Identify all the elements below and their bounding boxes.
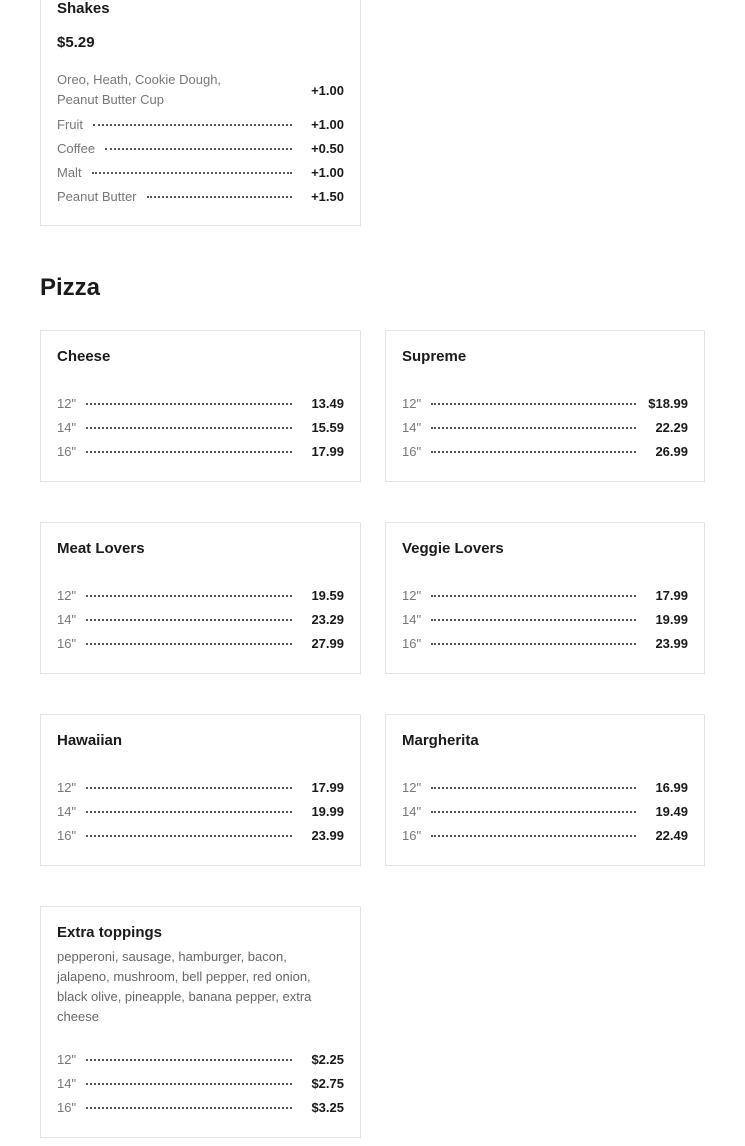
dot-leader — [431, 811, 636, 813]
pizza-size-row — [402, 585, 688, 605]
pizza-card-cheese — [40, 330, 361, 482]
size-label: 12" — [57, 1051, 77, 1067]
shake-option-price: +1.00 — [311, 82, 344, 98]
pizza-size-row — [57, 393, 344, 413]
size-price: 19.59 — [311, 587, 344, 603]
pizza-size-row — [57, 417, 344, 437]
size-label: 12" — [402, 779, 422, 795]
pizza-size-row — [57, 441, 344, 461]
dot-leader — [105, 148, 292, 150]
shake-option-price: +1.00 — [311, 164, 344, 180]
pizza-size-row — [57, 825, 344, 845]
shake-option-price: +1.50 — [311, 188, 344, 204]
size-label: 16" — [57, 827, 77, 843]
size-price: 26.99 — [655, 443, 688, 459]
pizza-size-row — [402, 393, 688, 413]
pizza-size-row — [402, 441, 688, 461]
dot-leader — [431, 787, 636, 789]
shake-option-label: Coffee — [57, 140, 96, 156]
pizza-size-row — [402, 417, 688, 437]
size-label: 16" — [57, 1099, 77, 1115]
size-label: 16" — [57, 443, 77, 459]
size-price: $2.25 — [311, 1051, 344, 1067]
size-price: 23.29 — [311, 611, 344, 627]
size-label: 14" — [402, 419, 422, 435]
size-label: 12" — [57, 779, 77, 795]
size-price: 16.99 — [655, 779, 688, 795]
dot-leader — [431, 595, 636, 597]
size-price: 13.49 — [311, 395, 344, 411]
size-label: 14" — [57, 1075, 77, 1091]
size-price: $2.75 — [311, 1075, 344, 1091]
pizza-size-row — [402, 801, 688, 821]
size-price: $3.25 — [311, 1099, 344, 1115]
size-price: 17.99 — [311, 443, 344, 459]
pizza-card-margherita — [385, 714, 705, 866]
dot-leader — [86, 1083, 292, 1085]
pizza-name: Meat Lovers — [57, 540, 145, 557]
topping-size-row — [57, 1097, 344, 1117]
dot-leader — [431, 403, 636, 405]
pizza-size-row — [402, 633, 688, 653]
size-price: 15.59 — [311, 419, 344, 435]
size-price: 23.99 — [655, 635, 688, 651]
topping-size-row — [57, 1049, 344, 1069]
shakes-card — [40, 0, 361, 226]
pizza-size-row — [57, 609, 344, 629]
pizza-name: Cheese — [57, 348, 111, 365]
dot-leader — [86, 1059, 292, 1061]
pizza-size-row — [57, 585, 344, 605]
shake-option-row — [57, 138, 344, 158]
shake-option-label: Fruit — [57, 116, 83, 132]
pizza-name: Margherita — [402, 732, 479, 749]
dot-leader — [86, 619, 292, 621]
dot-leader — [86, 787, 292, 789]
size-label: 12" — [402, 587, 422, 603]
dot-leader — [431, 835, 636, 837]
shake-option-row — [57, 162, 344, 182]
size-price: 27.99 — [311, 635, 344, 651]
dot-leader — [86, 595, 292, 597]
shakes-title: Shakes — [57, 0, 110, 17]
dot-leader — [431, 643, 636, 645]
size-price: 22.29 — [655, 419, 688, 435]
dot-leader — [431, 619, 636, 621]
pizza-card-hawaiian — [40, 714, 361, 866]
dot-leader — [431, 427, 636, 429]
dot-leader — [431, 451, 636, 453]
size-label: 16" — [57, 635, 77, 651]
size-price: 19.99 — [311, 803, 344, 819]
size-label: 14" — [57, 803, 77, 819]
size-label: 14" — [402, 611, 422, 627]
pizza-card-meat-lovers — [40, 522, 361, 674]
size-price: 22.49 — [655, 827, 688, 843]
shake-option-row — [57, 114, 344, 134]
size-price: 17.99 — [655, 587, 688, 603]
dot-leader — [86, 835, 292, 837]
shake-option-row — [57, 186, 344, 206]
size-price: 19.99 — [655, 611, 688, 627]
pizza-name: Supreme — [402, 348, 467, 365]
pizza-name: Hawaiian — [57, 732, 123, 749]
size-label: 16" — [402, 635, 422, 651]
dot-leader — [86, 427, 292, 429]
extra-toppings-description: pepperoni, sausage, hamburger, bacon, jalapeno, mushroom, bell pepper, red onion, black olive, pineapple, banana pepper, extra cheese — [57, 949, 312, 1024]
shake-option-label: Oreo, Heath, Cookie Dough, Peanut Butter Cup — [57, 72, 222, 107]
shake-option-label: Peanut Butter — [57, 188, 137, 204]
size-price: 23.99 — [311, 827, 344, 843]
dot-leader — [86, 451, 292, 453]
dot-leader — [93, 124, 292, 126]
pizza-size-row — [57, 777, 344, 797]
shake-option-price: +0.50 — [311, 140, 344, 156]
dot-leader — [86, 403, 292, 405]
pizza-size-row — [402, 609, 688, 629]
size-price: 17.99 — [311, 779, 344, 795]
extra-toppings-card — [40, 906, 361, 1138]
pizza-size-row — [57, 633, 344, 653]
extra-toppings-title: Extra toppings — [57, 924, 163, 941]
dot-leader — [86, 643, 292, 645]
size-label: 16" — [402, 443, 422, 459]
size-price: 19.49 — [655, 803, 688, 819]
dot-leader — [92, 172, 292, 174]
pizza-section-heading: Pizza — [40, 274, 101, 301]
topping-size-row — [57, 1073, 344, 1093]
size-label: 14" — [402, 803, 422, 819]
shake-option-row — [57, 70, 344, 110]
size-label: 12" — [57, 587, 77, 603]
size-price: $18.99 — [648, 395, 688, 411]
pizza-card-supreme — [385, 330, 705, 482]
dot-leader — [147, 196, 293, 198]
pizza-size-row — [57, 801, 344, 821]
dot-leader — [86, 811, 292, 813]
pizza-name: Veggie Lovers — [402, 540, 504, 557]
size-label: 14" — [57, 611, 77, 627]
size-label: 12" — [402, 395, 422, 411]
size-label: 12" — [57, 395, 77, 411]
dot-leader — [86, 1107, 292, 1109]
size-label: 16" — [402, 827, 422, 843]
shake-option-label: Malt — [57, 164, 82, 180]
shake-option-price: +1.00 — [311, 116, 344, 132]
size-label: 14" — [57, 419, 77, 435]
shakes-price: $5.29 — [57, 34, 95, 51]
pizza-size-row — [402, 825, 688, 845]
pizza-size-row — [402, 777, 688, 797]
pizza-card-veggie-lovers — [385, 522, 705, 674]
